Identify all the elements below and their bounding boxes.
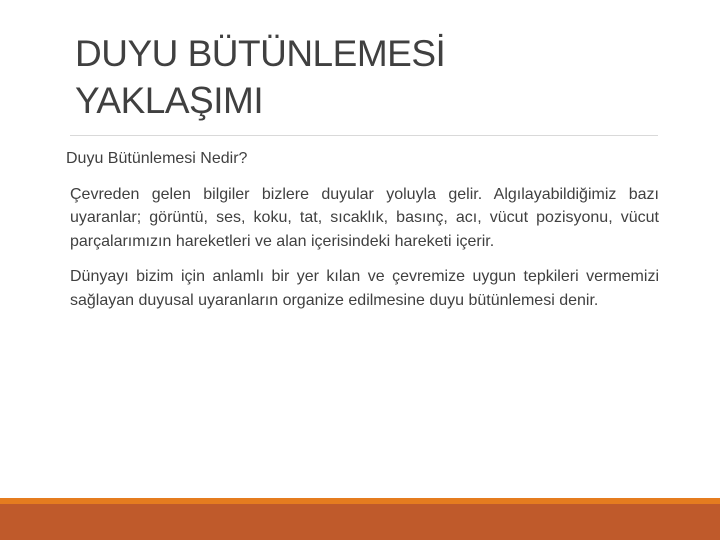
body-paragraph-2: Dünyayı bizim için anlamlı bir yer kılan ve çevremize uygun tepkileri vermemizi sağlayan duyusal uyaranların organize edilmesine duyu bütünlemesi denir. [70,268,659,309]
slide-title-line-2: YAKLAŞIMI [75,80,264,121]
section-heading: Duyu Bütünlemesi Nedir? [66,150,248,167]
title-divider [70,135,658,136]
slide-body [66,147,659,324]
footer-bar [0,504,720,540]
slide-title [75,30,635,124]
slide-title-line-1: DUYU BÜTÜNLEMESİ [75,33,446,74]
body-paragraph-1: Çevreden gelen bilgiler bizlere duyular yoluyla gelir. Algılayabildiğimiz bazı uyaranlar; görüntü, ses, koku, tat, sıcaklık, basınç, acı, vücut pozisyonu, vücut parçalarımızın hareketleri ve alan içerisindeki hareketi içerir. [70,185,659,250]
